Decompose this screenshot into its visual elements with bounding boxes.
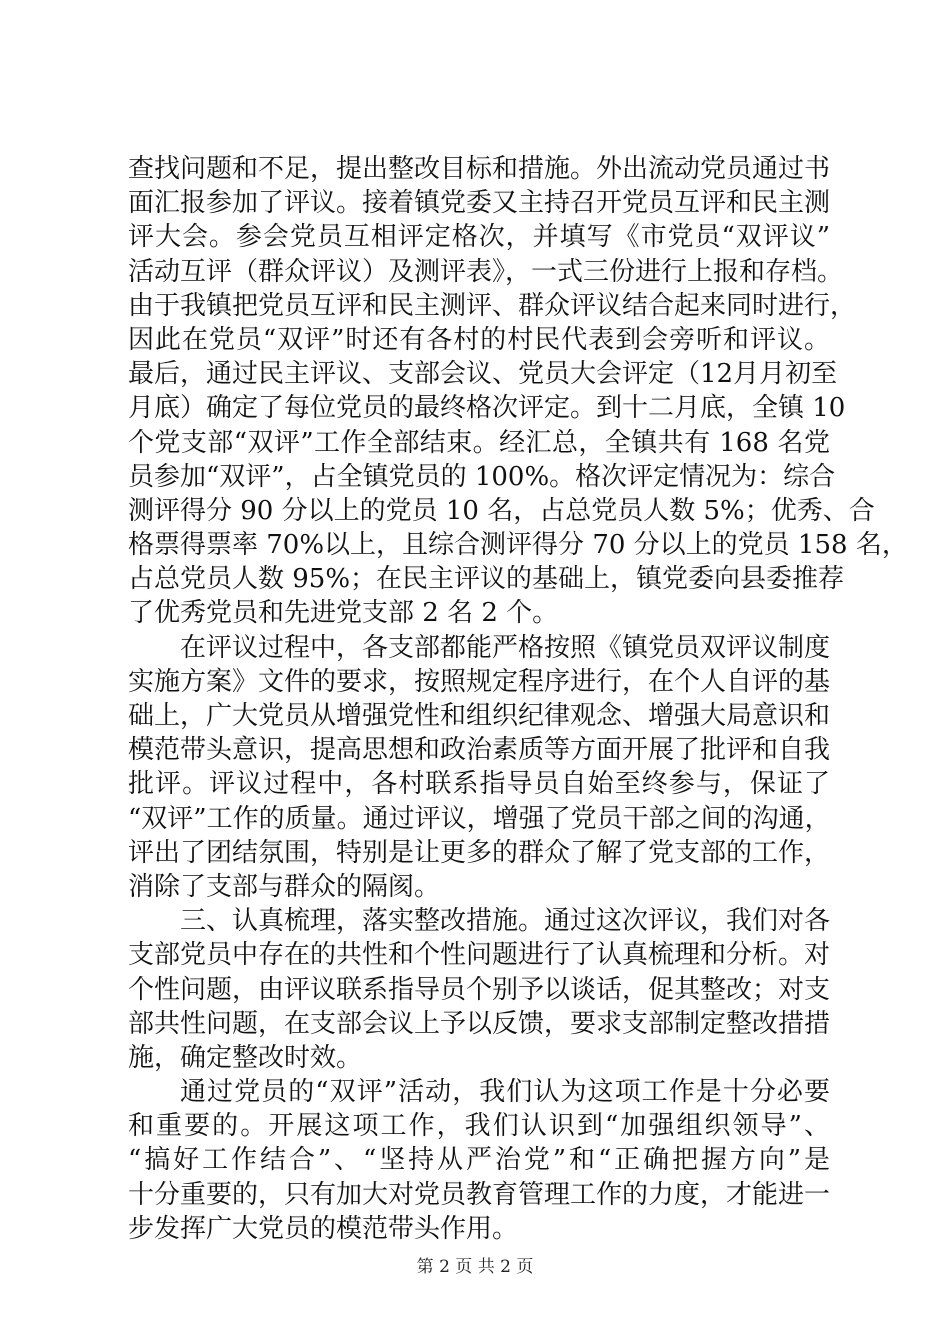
text-line: “搞好工作结合”、“坚持从严治党”和“正确把握方向”是 [128,1145,830,1176]
text-line: 部共性问题，在支部会议上予以反馈，要求支部制定整改措措 [128,1008,831,1039]
text-line: 活动互评（群众评议）及测评表》，一式三份进行上报和存档。 [128,256,844,287]
text-line: 员参加“双评”，占全镇党员的 100%。格次评定情况为：综合 [128,461,836,492]
text-line: 步发挥广大党员的模范带头作用。 [128,1213,519,1244]
paragraph-3 [128,904,830,1075]
text-line: 了优秀党员和先进党支部 2 名 2 个。 [128,598,559,629]
text-line: 三、认真梳理，落实整改措施。通过这次评议，我们对各 [180,906,831,937]
text-line: 查找问题和不足，提出整改目标和措施。外出流动党员通过书 [128,154,831,184]
text-line: “双评”工作的质量。通过评议，增强了党员干部之间的沟通， [128,803,831,834]
text-line: 实施方案》文件的要求，按照规定程序进行，在个人自评的基 [128,666,831,697]
paragraph-4 [128,1075,830,1246]
text-line: 模范带头意识，提高思想和政治素质等方面开展了批评和自我 [128,735,831,766]
text-line: 批评。评议过程中，各村联系指导员自始至终参与，保证了 [128,769,830,800]
paragraph-2 [128,631,830,905]
text-line: 月底）确定了每位党员的最终格次评定。到十二月底，全镇 10 [128,393,846,424]
text-line: 面汇报参加了评议。接着镇党委又主持召开党员互评和民主测 [128,188,831,219]
text-line: 和重要的。开展这项工作，我们认识到“加强组织领导”、 [128,1111,830,1142]
text-line: 由于我镇把党员互评和民主测评、群众评议结合起来同时进行， [128,290,857,321]
document-body [128,152,908,1246]
paragraph-1 [128,152,908,631]
text-line: 占总党员人数 95%；在民主评议的基础上，镇党委向县委推荐 [128,564,845,595]
text-line: 通过党员的“双评”活动，我们认为这项工作是十分必要 [180,1077,830,1108]
text-line: 评出了团结氛围，特别是让更多的群众了解了党支部的工作， [128,837,831,868]
text-line: 最后，通过民主评议、支部会议、党员大会评定（12月月初至 [128,359,838,390]
text-line: 个性问题，由评议联系指导员个别予以谈话，促其整改；对支 [128,974,831,1005]
text-line: 个党支部“双评”工作全部结束。经汇总，全镇共有 168 名党 [128,427,830,458]
text-line: 在评议过程中，各支部都能严格按照《镇党员双评议制度 [180,632,831,663]
text-line: 础上，广大党员从增强党性和组织纪律观念、增强大局意识和 [128,701,831,731]
text-line: 消除了支部与群众的隔阂。 [128,871,441,902]
text-line: 因此在党员“双评”时还有各村的村民代表到会旁听和评议。 [128,324,830,355]
text-line: 支部党员中存在的共性和个性问题进行了认真梳理和分析。对 [128,940,831,971]
text-line: 十分重要的，只有加大对党员教育管理工作的力度，才能进一 [128,1179,831,1210]
text-line: 格票得票率 70%以上，且综合测评得分 70 分以上的党员 158 名， [128,530,908,561]
page-number-footer: 第 2 页 共 2 页 [416,1257,534,1277]
text-line: 评大会。参会党员互相评定格次，并填写《市党员“双评议” [128,222,830,253]
text-line: 测评得分 90 分以上的党员 10 名，占总党员人数 5%；优秀、合 [128,495,875,526]
text-line: 施，确定整改时效。 [128,1042,363,1073]
